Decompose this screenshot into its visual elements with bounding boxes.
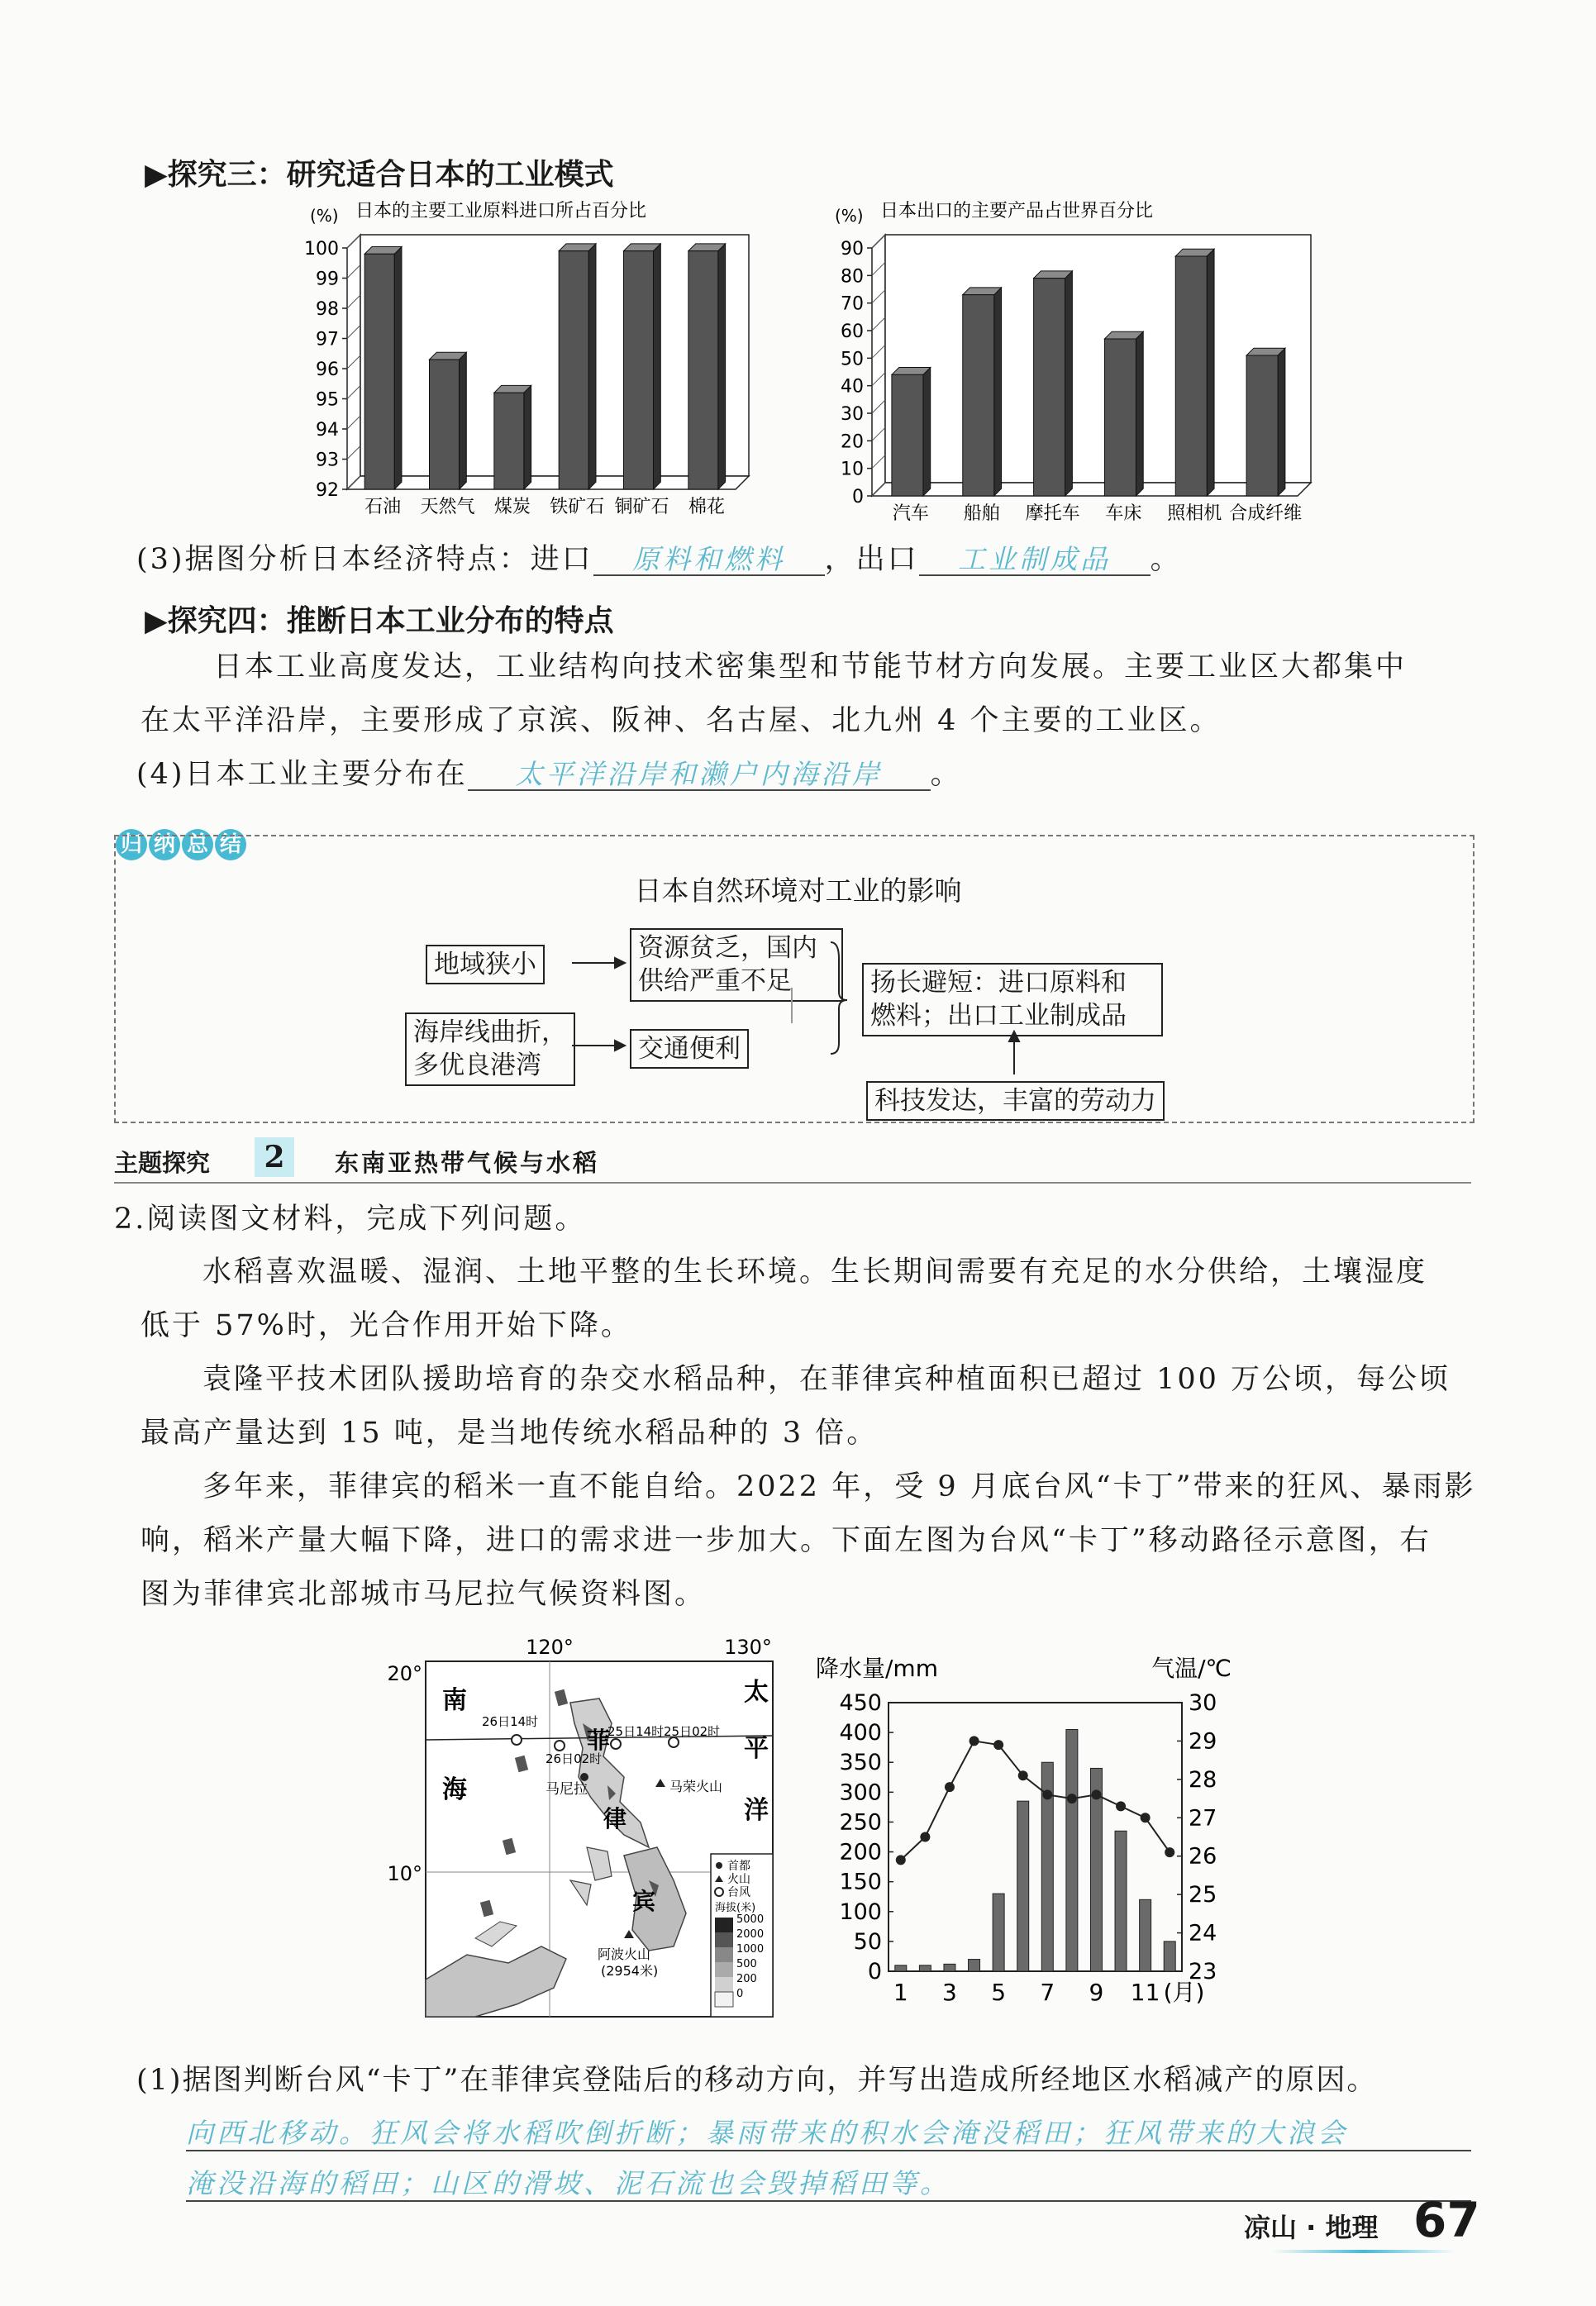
lon130-label: 130°: [724, 1636, 772, 1659]
y-unit-label: (%): [310, 206, 339, 226]
summary-title: 日本自然环境对工业的影响: [634, 874, 962, 907]
precip-bar: [993, 1894, 1004, 1971]
left-tick-label: 200: [839, 1839, 882, 1865]
lat10-label: 10°: [387, 1862, 422, 1885]
bar: [559, 251, 588, 489]
q4-answer-blank[interactable]: [468, 760, 931, 791]
box-coastline: [405, 1012, 575, 1086]
temp-point: [1141, 1813, 1151, 1822]
ocean-label-3: 洋: [744, 1796, 769, 1825]
bar-side: [588, 244, 596, 489]
box-transport: 交通便利: [630, 1029, 749, 1069]
bar-top: [1246, 348, 1285, 355]
x-category-label: 车床: [1105, 503, 1142, 524]
box-resource-line2: 供给严重不足: [638, 966, 792, 997]
x-category-label: 照相机: [1167, 503, 1222, 524]
q2-1-question: (1)据图判断台风“卡丁”在菲律宾登陆后的移动方向，并写出造成所经地区水稻减产的原因。: [136, 2064, 1378, 2097]
y-tick-label: 30: [841, 404, 864, 425]
q3-mid: ，出口: [824, 543, 919, 576]
left-tick-label: 50: [853, 1928, 882, 1955]
map-legend: [711, 1854, 773, 2017]
q2-1-answer-line2[interactable]: [186, 2162, 1471, 2202]
right-tick-label: 23: [1189, 1959, 1217, 1984]
badge-char: 总: [182, 829, 213, 860]
precip-bar: [895, 1965, 907, 1971]
month-label: 3: [942, 1979, 957, 2006]
bar-top: [963, 288, 1002, 295]
y-tick-label: 93: [316, 450, 339, 471]
y-tick-label: 92: [316, 480, 339, 501]
y-tick-label: 50: [841, 349, 864, 370]
left-tick-label: 100: [839, 1899, 882, 1925]
temp-point: [1018, 1770, 1028, 1780]
bar: [963, 295, 994, 496]
y-tick-label: 20: [841, 431, 864, 453]
month-label: 1: [893, 1979, 908, 2006]
precip-bar: [969, 1960, 980, 1971]
q3-line: [136, 543, 1182, 576]
elev-label: 5000: [736, 1913, 765, 1926]
left-tick-label: 250: [839, 1809, 882, 1836]
country-label-1: 菲: [587, 1727, 611, 1754]
y-tick-label: 60: [841, 322, 864, 342]
x-category-label: 棉花: [688, 497, 725, 517]
precip-bar: [1017, 1801, 1029, 1971]
apo-height-label: (2954米): [601, 1963, 659, 1979]
legend-elevation-title: 海拔(米): [715, 1902, 756, 1914]
topic-label: 主题探究: [114, 1149, 211, 1177]
elev-label: 0: [736, 1988, 744, 2000]
topic-title: 东南亚热带气候与水稻: [335, 1149, 600, 1177]
right-tick-label: 25: [1189, 1882, 1217, 1908]
temp-point: [1067, 1794, 1077, 1803]
footer-accent: [1273, 2250, 1455, 2253]
box-strategy: [862, 963, 1163, 1036]
q2-p3-line3: 图为菲律宾北部城市马尼拉气候资料图。: [141, 1578, 707, 1611]
left-tick-label: 0: [867, 1959, 882, 1984]
bar-top: [1175, 249, 1214, 256]
bar: [1246, 355, 1278, 496]
export-chart: [827, 198, 1322, 525]
x-category-label: 汽车: [892, 503, 929, 524]
precip-bar: [944, 1964, 955, 1971]
y-tick-label: 80: [841, 266, 864, 288]
bar-side: [654, 244, 661, 489]
x-unit-label: (月): [1163, 1979, 1205, 2006]
mayon-label: 马荣火山: [669, 1779, 723, 1794]
right-tick-label: 24: [1189, 1920, 1217, 1946]
bar-side: [718, 244, 726, 489]
precip-bar: [919, 1965, 931, 1971]
q4-suffix: 。: [930, 758, 962, 791]
bar-side: [1278, 348, 1285, 496]
ocean-label-2: 平: [744, 1734, 769, 1763]
country-label-3: 宾: [632, 1888, 656, 1915]
bar-top: [1034, 271, 1073, 279]
ocean-label-1: 太: [744, 1678, 769, 1707]
lat20-label: 20°: [387, 1662, 422, 1685]
right-tick-label: 27: [1189, 1805, 1217, 1832]
sea-label-1: 南: [442, 1686, 467, 1715]
month-label: 7: [1040, 1979, 1055, 2006]
x-category-label: 铁矿石: [550, 497, 605, 517]
q2-p2-line2: 最高产量达到 15 吨，是当地传统水稻品种的 3 倍。: [141, 1417, 879, 1450]
t25-14-label: 25日14时: [607, 1724, 665, 1739]
bar: [430, 360, 460, 489]
q4-line: [136, 760, 962, 791]
y-tick-label: 98: [316, 299, 339, 320]
q2-1-answer-line1[interactable]: [186, 2112, 1471, 2151]
left-tick-label: 400: [839, 1720, 882, 1746]
box-resource-line1: 资源贫乏，国内: [638, 933, 817, 963]
q3-answer1-blank[interactable]: [593, 543, 825, 576]
left-tick-label: 300: [839, 1780, 882, 1806]
bar-side: [923, 368, 931, 496]
q3-answer2: 工业制成品: [958, 543, 1112, 575]
right-tick-label: 29: [1189, 1728, 1217, 1755]
y-tick-label: 40: [841, 376, 864, 398]
import-chart: [298, 198, 760, 525]
x-category-label: 摩托车: [1025, 503, 1080, 524]
temp-point: [993, 1740, 1003, 1750]
month-label: 11: [1130, 1979, 1160, 2006]
apo-label: 阿波火山: [598, 1946, 651, 1962]
box-strategy-line2: 燃料；出口工业制成品: [870, 1001, 1127, 1032]
q4-prefix: (4)日本工业主要分布在: [136, 758, 468, 791]
badge-char: 纳: [149, 829, 180, 860]
q3-prefix: (3)据图分析日本经济特点：进口: [136, 543, 593, 576]
bar: [624, 251, 654, 489]
x-category-label: 石油: [364, 497, 402, 517]
bar-side: [524, 385, 531, 489]
right-tick-label: 30: [1189, 1690, 1217, 1716]
temp-line: [901, 1741, 1170, 1860]
q3-answer2-blank[interactable]: [919, 543, 1151, 576]
y-tick-label: 96: [316, 360, 339, 380]
para1-line2: 在太平洋沿岸，主要形成了京滨、阪神、名古屋、北九州 4 个主要的工业区。: [141, 704, 1222, 737]
left-axis-title: 降水量/mm: [816, 1655, 938, 1682]
left-tick-label: 350: [839, 1750, 882, 1776]
x-category-label: 合成纤维: [1229, 503, 1303, 524]
q2-p1-line1: 水稻喜欢温暖、湿润、土地平整的生长环境。生长期间需要有充足的水分供给，土壤湿度: [202, 1255, 1428, 1289]
manila-climate-chart: [806, 1653, 1236, 2017]
y-tick-label: 95: [316, 389, 339, 411]
y-tick-label: 97: [316, 329, 339, 350]
precip-bar: [1140, 1899, 1151, 1971]
bar-side: [1065, 271, 1073, 496]
topic-number: 2: [255, 1137, 294, 1177]
right-tick-label: 26: [1189, 1843, 1217, 1870]
bar: [1034, 279, 1065, 496]
x-category-label: 煤炭: [493, 497, 531, 517]
elev-label: 500: [736, 1958, 757, 1970]
box-resource-poor: [630, 928, 843, 1002]
para1-line1: 日本工业高度发达，工业结构向技术密集型和节能节材方向发展。主要工业区大都集中: [213, 650, 1408, 684]
legend-typhoon: 台风: [727, 1886, 750, 1899]
bar: [892, 374, 923, 496]
box-strategy-line1: 扬长避短：进口原料和: [870, 968, 1127, 998]
right-tick-label: 28: [1189, 1766, 1217, 1793]
section3-title: ▶探究三：研究适合日本的工业模式: [145, 158, 614, 192]
box-coast-line2: 多优良港湾: [413, 1051, 541, 1081]
t26-02-label: 26日02时: [545, 1751, 603, 1766]
q2-p3-line1: 多年来，菲律宾的稻米一直不能自给。2022 年，受 9 月底台风“卡丁”带来的狂风、暴雨影: [202, 1470, 1476, 1503]
footer-page: 67: [1413, 2192, 1480, 2248]
temp-point: [970, 1736, 979, 1746]
precip-bar: [1164, 1942, 1175, 1971]
bar-side: [460, 352, 467, 489]
precip-bar: [1066, 1730, 1078, 1972]
temp-point: [1165, 1847, 1174, 1857]
lon120-label: 120°: [526, 1636, 574, 1659]
q2-intro: 2.阅读图文材料，完成下列问题。: [114, 1203, 587, 1236]
left-tick-label: 150: [839, 1869, 882, 1895]
bar-top: [892, 368, 931, 375]
bar: [1175, 256, 1207, 496]
box-coast-line1: 海岸线曲折，: [413, 1017, 567, 1047]
legend-capital: 首都: [727, 1860, 750, 1873]
elev-label: 200: [736, 1973, 757, 1985]
left-tick-label: 450: [839, 1690, 882, 1716]
x-category-label: 天然气: [420, 497, 475, 517]
x-category-label: 铜矿石: [614, 497, 669, 517]
q3-suffix: 。: [1150, 543, 1182, 576]
legend-volcano: 火山: [727, 1873, 750, 1886]
elev-label: 1000: [736, 1943, 765, 1956]
temp-point: [945, 1782, 955, 1792]
plot-floor: [872, 483, 1311, 496]
y-tick-label: 0: [852, 487, 864, 507]
manila-label: 马尼拉: [545, 1781, 588, 1798]
y-unit-label: (%): [835, 206, 864, 226]
country-label-2: 律: [603, 1805, 627, 1832]
bar: [364, 254, 394, 489]
badge-char: 结: [215, 829, 246, 860]
typhoon-map: [376, 1632, 789, 2029]
y-tick-label: 90: [841, 239, 864, 260]
temp-point: [896, 1855, 906, 1865]
q2-p1-line2: 低于 57%时，光合作用开始下降。: [141, 1309, 632, 1342]
section4-title: ▶探究四：推断日本工业分布的特点: [145, 604, 614, 638]
t26-14-label: 26日14时: [482, 1714, 539, 1729]
bar: [688, 251, 718, 489]
box-small-territory: 地域狭小: [426, 945, 545, 984]
bar: [1104, 339, 1136, 496]
q2-1-answer1: 向西北移动。狂风会将水稻吹倒折断；暴雨带来的积水会淹没稻田；狂风带来的大浪会: [186, 2117, 1348, 2149]
bar: [494, 393, 524, 489]
temp-point: [1042, 1789, 1052, 1799]
manila-capital-icon: [580, 1773, 588, 1781]
bar-top: [1104, 331, 1143, 339]
y-tick-label: 99: [316, 269, 339, 290]
sea-label-2: 海: [442, 1775, 467, 1804]
y-tick-label: 70: [841, 293, 864, 315]
plot-frame: [889, 1703, 1182, 1971]
temp-point: [920, 1832, 930, 1842]
right-axis-title: 气温/℃: [1151, 1655, 1232, 1682]
month-label: 5: [991, 1979, 1007, 2006]
q2-p2-line1: 袁隆平技术团队援助培育的杂交水稻品种，在菲律宾种植面积已超过 100 万公顷，每公顷: [202, 1363, 1451, 1396]
q4-answer: 太平洋沿岸和濑户内海沿岸: [515, 758, 883, 790]
q2-p3-line2: 响，稻米产量大幅下降，进口的需求进一步加大。下面左图为台风“卡丁”移动路径示意图，右: [141, 1524, 1432, 1557]
temp-point: [1116, 1801, 1126, 1811]
precip-bar: [1115, 1831, 1127, 1971]
q2-1-answer2: 淹没沿海的稻田；山区的滑坡、泥石流也会毁掉稻田等。: [186, 2167, 950, 2199]
footer-book: 凉山 · 地理: [1244, 2212, 1379, 2243]
bar-side: [994, 288, 1002, 496]
month-label: 9: [1089, 1979, 1104, 2006]
chart-title: 日本出口的主要产品占世界百分比: [880, 201, 1154, 222]
y-tick-label: 100: [304, 239, 339, 260]
topic-divider: [114, 1182, 1471, 1184]
box-tech-labor: 科技发达，丰富的劳动力: [866, 1081, 1165, 1121]
elev-label: 2000: [736, 1928, 765, 1941]
y-tick-label: 94: [316, 420, 339, 441]
temp-point: [1091, 1789, 1101, 1799]
bar-side: [1207, 249, 1214, 496]
chart-title: 日本的主要工业原料进口所占百分比: [355, 201, 647, 222]
badge-char: 归: [116, 829, 147, 860]
bar-side: [1136, 331, 1143, 496]
x-category-label: 船舶: [963, 503, 1000, 524]
q3-answer1: 原料和燃料: [632, 543, 786, 575]
y-tick-label: 10: [841, 459, 864, 480]
bar-side: [394, 247, 402, 490]
t25-02-label: 25日02时: [664, 1724, 721, 1739]
